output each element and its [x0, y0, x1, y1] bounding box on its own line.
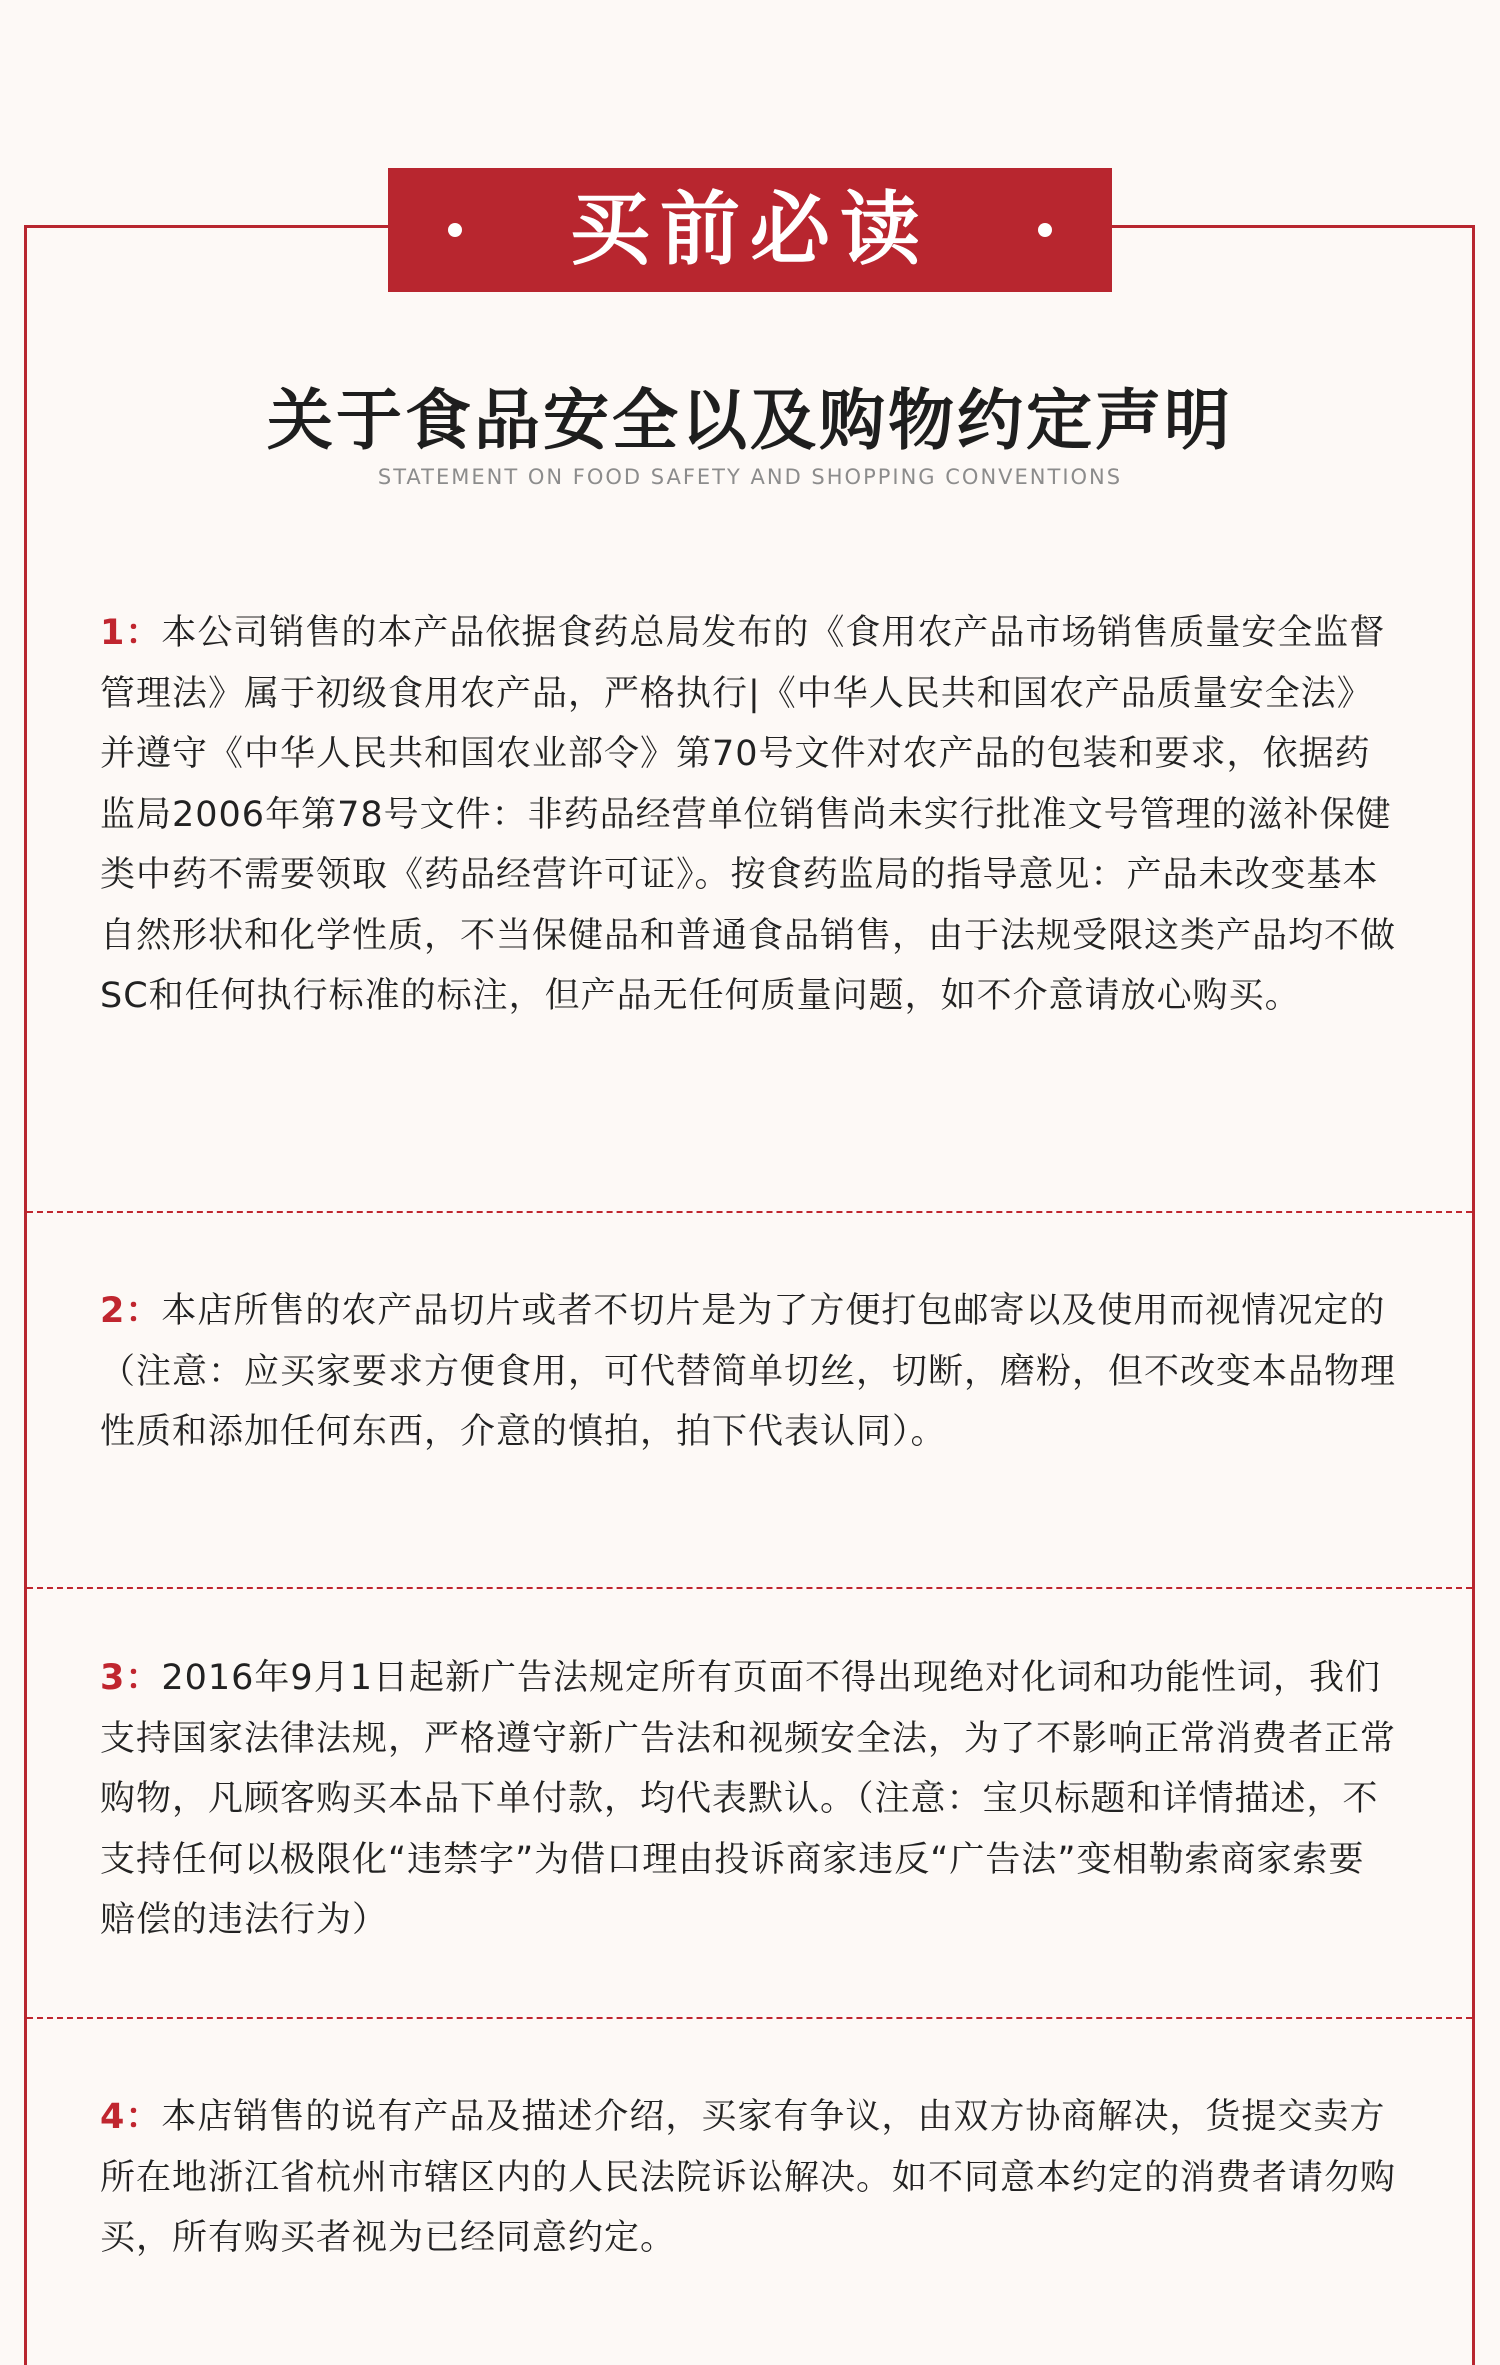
page-title: 关于食品安全以及购物约定声明	[267, 382, 1233, 459]
section-number: 2：	[100, 1291, 162, 1331]
section-4	[100, 2087, 1400, 2269]
section-1	[100, 603, 1400, 1027]
section-number: 3：	[100, 1658, 162, 1698]
divider	[27, 1211, 1472, 1213]
banner	[388, 168, 1112, 292]
section-number: 4：	[100, 2097, 162, 2137]
section-text: 本店销售的说有产品及描述介绍，买家有争议，由双方协商解决，货提交卖方所在地浙江省杭州市辖区内的人民法院诉讼解决。如不同意本约定的消费者请勿购买，所有购买者视为已经同意约定。	[100, 2097, 1397, 2258]
section-text: 2016年9月1日起新广告法规定所有页面不得出现绝对化词和功能性词，我们支持国家法律法规，严格遵守新广告法和视频安全法，为了不影响正常消费者正常购物，凡顾客购买本品下单付款，均代表默认。（注意：宝贝标题和详情描述，不支持任何以极限化“违禁字”为借口理由投诉商家违反“广告法”变相勒索商家索要赔偿的违法行为）	[100, 1658, 1397, 1940]
banner-dot-right	[1038, 223, 1052, 237]
section-2	[100, 1281, 1400, 1463]
banner-title: 买前必读	[570, 183, 930, 276]
page-subtitle: STATEMENT ON FOOD SAFETY AND SHOPPING CONVENTIONS	[377, 465, 1123, 489]
section-text: 本公司销售的本产品依据食药总局发布的《食用农产品市场销售质量安全监督管理法》属于初级食用农产品，严格执行|《中华人民共和国农产品质量安全法》并遵守《中华人民共和国农业部令》第70号文件对农产品的包装和要求，依据药监局2006年第78号文件：非药品经营单位销售尚未实行批准文号管理的滋补保健类中药不需要领取《药品经营许可证》。按食药监局的指导意见：产品未改变基本自然形状和化学性质，不当保健品和普通食品销售，由于法规受限这类产品均不做SC和任何执行标准的标注，但产品无任何质量问题，如不介意请放心购买。	[100, 613, 1397, 1016]
section-3	[100, 1648, 1400, 1951]
section-text: 本店所售的农产品切片或者不切片是为了方便打包邮寄以及使用而视情况定的（注意：应买家要求方便食用，可代替简单切丝，切断，磨粉，但不改变本品物理性质和添加任何东西，介意的慎拍，拍下代表认同）。	[100, 1291, 1397, 1452]
banner-dot-left	[448, 223, 462, 237]
divider	[27, 2017, 1472, 2019]
divider	[27, 1587, 1472, 1589]
section-number: 1：	[100, 613, 162, 653]
